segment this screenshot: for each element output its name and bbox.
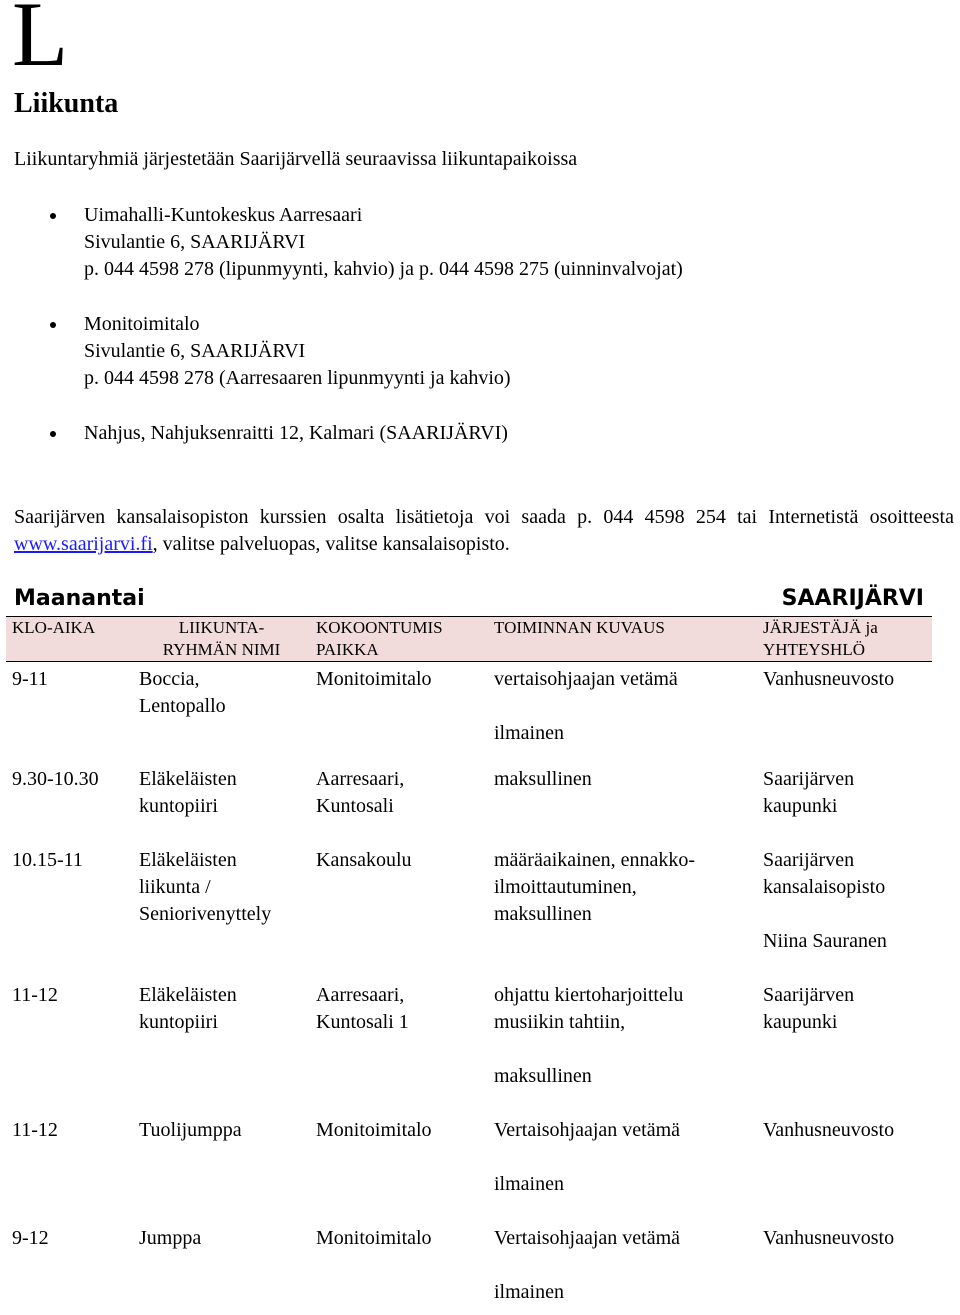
section-title: Liikunta	[14, 88, 119, 119]
intro-text: Liikuntaryhmiä järjestetään Saarijärvellä seuraavissa liikuntapaikoissa	[14, 148, 578, 170]
header-place: KOKOONTUMIS PAIKKA	[310, 617, 488, 662]
venue-item	[0, 202, 960, 283]
cell-group: Tuolijumppa	[139, 1118, 242, 1141]
cell-description: ohjattu kiertoharjoittelu musiikin tahtiin, maksullinen	[494, 983, 684, 1087]
venue-phone: p. 044 4598 278 (lipunmyynti, kahvio) ja p. 044 4598 275 (uinninvalvojat)	[84, 258, 683, 280]
website-link[interactable]: www.saarijarvi.fi	[14, 533, 153, 555]
schedule-table	[6, 616, 932, 1306]
table-row	[6, 978, 932, 1113]
table-row	[6, 1221, 932, 1306]
cell-group: Jumppa	[139, 1226, 202, 1249]
venue-item	[0, 420, 960, 447]
table-row	[6, 762, 932, 843]
header-organizer: JÄRJESTÄJÄ ja YHTEYSHLÖ	[757, 617, 932, 662]
cell-place: Monitoimitalo	[316, 668, 432, 690]
table-row	[6, 662, 932, 762]
cell-place: Kansakoulu	[316, 848, 412, 871]
cell-description: Vertaisohjaajan vetämä ilmainen	[494, 1118, 681, 1195]
schedule-body	[6, 662, 932, 1306]
town-title: SAARIJÄRVI	[781, 586, 924, 611]
venue-name: Monitoimitalo	[84, 313, 200, 335]
venue-address: Sivulantie 6, SAARIJÄRVI	[84, 340, 306, 362]
info-text-before: Saarijärven kansalaisopiston kurssien osalta lisätietoja voi saada p. 044 4598 254 tai Internetistä osoitteesta	[14, 506, 954, 528]
venue-address: Sivulantie 6, SAARIJÄRVI	[84, 231, 306, 253]
cell-organizer: Vanhusneuvosto	[763, 1118, 895, 1141]
cell-place: Monitoimitalo	[316, 1226, 432, 1249]
cell-group: Eläkeläisten kuntopiiri	[139, 983, 237, 1033]
header-group: LIIKUNTA- RYHMÄN NIMI	[133, 617, 310, 662]
table-row	[6, 1113, 932, 1221]
header-description: TOIMINNAN KUVAUS	[488, 617, 757, 662]
cell-place: Aarresaari, Kuntosali	[316, 767, 405, 817]
chapter-letter: L	[12, 0, 69, 85]
table-row	[6, 843, 932, 978]
cell-place: Monitoimitalo	[316, 1118, 432, 1141]
cell-organizer: Vanhusneuvosto	[763, 1226, 895, 1249]
cell-description: maksullinen	[494, 767, 592, 790]
cell-organizer: Saarijärven kansalaisopisto Niina Sauranen	[763, 848, 887, 952]
cell-organizer: Saarijärven kaupunki	[763, 767, 855, 817]
venue-item	[0, 311, 960, 392]
cell-time: 10.15-11	[12, 848, 83, 871]
header-time: KLO-AIKA	[6, 617, 133, 662]
cell-description: vertaisohjaajan vetämä ilmainen	[494, 668, 678, 744]
cell-organizer: Vanhusneuvosto	[763, 668, 895, 690]
table-header-row	[6, 617, 932, 662]
venue-list	[0, 202, 960, 475]
venue-phone: p. 044 4598 278 (Aarresaaren lipunmyynti ja kahvio)	[84, 367, 511, 389]
venue-name: Nahjus, Nahjuksenraitti 12, Kalmari (SAARIJÄRVI)	[84, 422, 508, 444]
cell-time: 11-12	[12, 983, 58, 1006]
cell-place: Aarresaari, Kuntosali 1	[316, 983, 409, 1033]
cell-time: 9-12	[12, 1226, 49, 1249]
cell-description: Vertaisohjaajan vetämä ilmainen	[494, 1226, 681, 1303]
info-text-after: , valitse palveluopas, valitse kansalaisopisto.	[152, 533, 510, 555]
cell-organizer: Saarijärven kaupunki	[763, 983, 855, 1033]
cell-group: Boccia, Lentopallo	[139, 668, 226, 717]
cell-time: 9.30-10.30	[12, 767, 99, 790]
cell-description: määräaikainen, ennakko- ilmoittautuminen, maksullinen	[494, 848, 696, 925]
cell-time: 11-12	[12, 1118, 58, 1141]
cell-group: Eläkeläisten kuntopiiri	[139, 767, 237, 817]
day-title: Maanantai	[14, 586, 145, 611]
cell-group: Eläkeläisten liikunta / Seniorivenyttely	[139, 848, 272, 925]
venue-name: Uimahalli-Kuntokeskus Aarresaari	[84, 204, 363, 226]
info-paragraph	[14, 504, 954, 558]
cell-time: 9-11	[12, 668, 48, 690]
